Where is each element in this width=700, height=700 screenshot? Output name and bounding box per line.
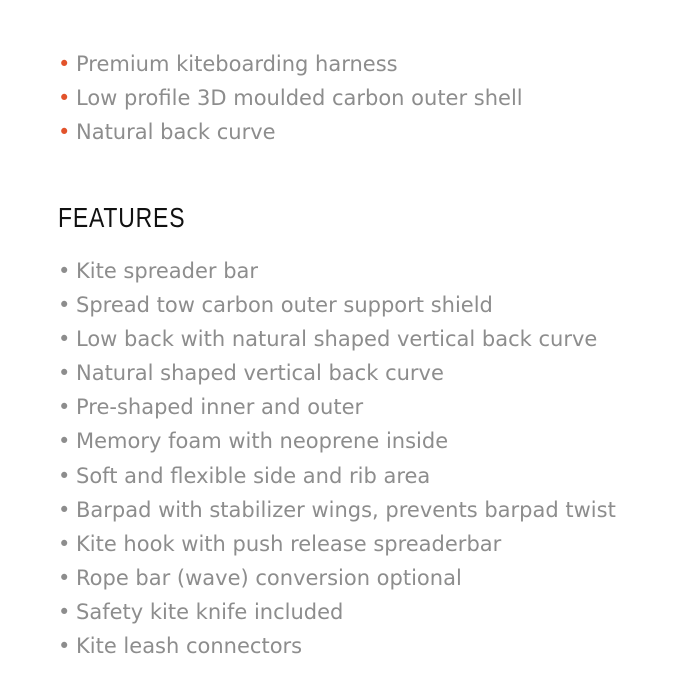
list-item-label: Kite spreader bar bbox=[76, 259, 259, 283]
list-item-label: Barpad with stabilizer wings, prevents barpad twist bbox=[76, 497, 616, 522]
list-item bbox=[58, 115, 523, 149]
list-item bbox=[58, 356, 616, 390]
list-item-label: Spread tow carbon outer support shield bbox=[76, 293, 493, 318]
list-item bbox=[58, 595, 616, 629]
list-item-label: Natural back curve bbox=[76, 120, 276, 144]
list-item-label: Kite hook with push release spreaderbar bbox=[76, 531, 502, 556]
bullet-dot-icon: • bbox=[58, 86, 71, 110]
list-item-label: Rope bar (wave) conversion optional bbox=[76, 565, 462, 590]
list-item bbox=[58, 424, 616, 458]
bullet-dot-icon: • bbox=[58, 52, 71, 76]
bullet-dot-icon: • bbox=[58, 361, 71, 386]
bullet-dot-icon: • bbox=[58, 429, 71, 454]
list-item-label: Pre-shaped inner and outer bbox=[76, 395, 364, 420]
bullet-dot-icon: • bbox=[58, 120, 71, 144]
list-item-label: Low profile 3D moulded carbon outer shell bbox=[76, 86, 523, 110]
bullet-dot-icon: • bbox=[58, 463, 71, 488]
bullet-dot-icon: • bbox=[58, 395, 71, 420]
list-item bbox=[58, 288, 616, 322]
list-item bbox=[58, 254, 616, 288]
list-item-label: Memory foam with neoprene inside bbox=[76, 429, 449, 454]
list-item bbox=[58, 81, 523, 115]
bullet-dot-icon: • bbox=[58, 531, 71, 556]
highlights-list bbox=[58, 47, 523, 149]
list-item bbox=[58, 390, 616, 424]
list-item bbox=[58, 629, 616, 663]
list-item bbox=[58, 561, 616, 595]
bullet-dot-icon: • bbox=[58, 565, 71, 590]
list-item-label: Natural shaped vertical back curve bbox=[76, 361, 444, 386]
list-item-label: Safety kite knife included bbox=[76, 599, 344, 624]
list-item bbox=[58, 322, 616, 356]
bullet-dot-icon: • bbox=[58, 634, 71, 659]
bullet-dot-icon: • bbox=[58, 497, 71, 522]
list-item-label: Premium kiteboarding harness bbox=[76, 52, 398, 76]
list-item-label: Soft and flexible side and rib area bbox=[76, 463, 431, 488]
bullet-dot-icon: • bbox=[58, 293, 71, 318]
list-item bbox=[58, 47, 523, 81]
list-item bbox=[58, 527, 616, 561]
bullet-dot-icon: • bbox=[58, 327, 71, 352]
list-item-label: Kite leash connectors bbox=[76, 634, 303, 659]
features-heading: FEATURES bbox=[58, 202, 186, 233]
list-item bbox=[58, 459, 616, 493]
list-item-label: Low back with natural shaped vertical back curve bbox=[76, 327, 598, 352]
list-item bbox=[58, 493, 616, 527]
bullet-dot-icon: • bbox=[58, 259, 71, 283]
features-list bbox=[58, 254, 616, 663]
bullet-dot-icon: • bbox=[58, 599, 71, 624]
